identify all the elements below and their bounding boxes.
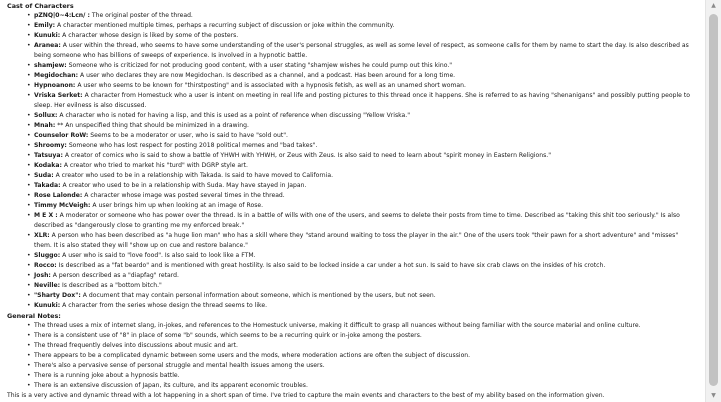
character-item bbox=[27, 81, 697, 91]
character-name: Tatsuya: bbox=[34, 152, 63, 159]
cast-list bbox=[7, 11, 697, 311]
character-name: Vriska Serket: bbox=[34, 92, 83, 99]
character-name: Suda: bbox=[34, 172, 54, 179]
character-item bbox=[27, 171, 697, 181]
character-item bbox=[27, 201, 697, 211]
character-name: Timmy McVeigh: bbox=[34, 202, 91, 209]
scroll-thumb[interactable] bbox=[709, 14, 718, 386]
character-name: pZNQ|0~4:Lcn/ : bbox=[34, 12, 90, 19]
character-name: Neville: bbox=[34, 282, 61, 289]
character-name: Mnah: bbox=[34, 122, 56, 129]
note-item: • There is an extensive discussion of Japan, its culture, and its apparent economic troubles. bbox=[27, 381, 697, 391]
character-item bbox=[27, 211, 697, 231]
character-description: A document that may contain personal information about someone, which is mentioned by the users, but not seen. bbox=[82, 292, 436, 299]
vertical-scrollbar[interactable] bbox=[705, 0, 721, 402]
character-description: A person who has been described as "a huge lion man" who has a skill where they "stand around waiting to toss the player in the air." One of the users took "their pawn for a short adventure" and "misses" them. It is also stated they will "show up on cue and restore balance." bbox=[34, 232, 679, 249]
character-description: Someone who has lost respect for posting 2018 political memes and "bad takes". bbox=[68, 142, 318, 149]
note-item: • The thread uses a mix of internet slang, in-jokes, and references to the Homestuck universe, making it difficult to grasp all nuances without being familiar with the source material and online culture. bbox=[27, 321, 697, 331]
general-notes-heading: General Notes: bbox=[7, 312, 61, 320]
character-item bbox=[27, 251, 697, 261]
character-name: Kunuki: bbox=[34, 32, 61, 39]
character-name: Sollux: bbox=[34, 112, 58, 119]
character-item bbox=[27, 181, 697, 191]
note-item: • There is a running joke about a hypnosis battle. bbox=[27, 371, 697, 381]
character-name: Rocco: bbox=[34, 262, 57, 269]
cast-heading: Cast of Characters bbox=[7, 2, 74, 10]
character-name: Counselor RoW: bbox=[34, 132, 89, 139]
character-item bbox=[27, 231, 697, 251]
character-description: A creator of comics who is said to show a battle of YHWH with YHWH, or Zeus with Zeus. Is also said to need to learn about "spirit money in Eastern Religions." bbox=[64, 152, 552, 159]
character-item bbox=[27, 191, 697, 201]
character-name: Hypnoanon: bbox=[34, 82, 76, 89]
scroll-down-arrow-icon[interactable]: ▼ bbox=[711, 392, 716, 399]
character-item bbox=[27, 31, 697, 41]
note-item: • There appears to be a complicated dynamic between some users and the mods, where moderation actions are often the subject of discussion. bbox=[27, 351, 697, 361]
character-description: A user brings him up when looking at an image of Rose. bbox=[92, 202, 264, 209]
character-name: M E X : bbox=[34, 212, 58, 219]
character-description: Someone who is criticized for not producing good content, with a user stating "shamjew wishes he could pump out this kino." bbox=[68, 62, 453, 69]
character-description: A creator who used to be in a relationship with Takada. Is said to have moved to California. bbox=[55, 172, 334, 179]
character-name: Megidochan: bbox=[34, 72, 79, 79]
character-item bbox=[27, 111, 697, 121]
character-name: Rose Lalonde: bbox=[34, 192, 83, 199]
character-item bbox=[27, 271, 697, 281]
character-name: Sluggo: bbox=[34, 252, 61, 259]
note-item: • There's also a pervasive sense of personal struggle and mental health issues among the users. bbox=[27, 361, 697, 371]
character-name: Shroomy: bbox=[34, 142, 67, 149]
character-description: A character whose design is liked by some of the posters. bbox=[62, 32, 239, 39]
character-description: A user who seems to be known for "thirstposting" and is associated with a hypnosis fetish, as well as an unamed short woman. bbox=[77, 82, 466, 89]
character-description: A creator who tried to market his "turd" with DGRP style art. bbox=[63, 162, 248, 169]
note-item: • The thread frequently delves into discussions about music and art. bbox=[27, 341, 697, 351]
note-item: • There is a consistent use of "8" in place of some "b" sounds, which seems to be a recurring quirk or in-joke among the posters. bbox=[27, 331, 697, 341]
character-name: Emily: bbox=[34, 22, 56, 29]
character-item bbox=[27, 261, 697, 271]
character-name: "Sharty Dox": bbox=[34, 292, 81, 299]
character-item bbox=[27, 291, 697, 301]
scroll-up-arrow-icon[interactable]: ▲ bbox=[711, 2, 716, 9]
character-description: A character from the series whose design the thread seems to like. bbox=[62, 302, 268, 309]
character-name: Kunuki: bbox=[34, 302, 61, 309]
character-item bbox=[27, 61, 697, 71]
character-description: Is described as a "bottom bitch." bbox=[61, 282, 162, 289]
character-description: ** An unspecified thing that should be minimized in a drawing. bbox=[57, 122, 249, 129]
character-description: The original poster of the thread. bbox=[91, 12, 193, 19]
character-item bbox=[27, 11, 697, 21]
character-description: A character whose image was posted several times in the thread. bbox=[84, 192, 285, 199]
character-name: Kodaka: bbox=[34, 162, 62, 169]
character-item bbox=[27, 21, 697, 31]
notes-list bbox=[7, 321, 697, 391]
character-description: A moderator or someone who has power over the thread. Is in a battle of wills with one of the users, and seems to delete their posts from time to time. Described as "taking this shit too seriously." Is also described as "dangerously close to granting me my enforced break." bbox=[34, 212, 680, 229]
character-item bbox=[27, 121, 697, 131]
character-name: Takada: bbox=[34, 182, 61, 189]
character-item bbox=[27, 71, 697, 81]
character-name: XLR: bbox=[34, 232, 50, 239]
character-description: A user within the thread, who seems to have some understanding of the user's personal struggles, as well as some level of respect, as someone calls for them by name to start the day. Is also described as being someone who has billions of sweeps of experience. Is involved in a hypnotic battle. bbox=[34, 42, 689, 59]
character-item bbox=[27, 161, 697, 171]
character-item bbox=[27, 151, 697, 161]
character-item bbox=[27, 91, 697, 111]
character-name: shamjew: bbox=[34, 62, 67, 69]
character-description: A character mentioned multiple times, perhaps a recurring subject of discussion or joke within the community. bbox=[57, 22, 395, 29]
character-description: A person described as a "diapfag" retard. bbox=[52, 272, 179, 279]
character-description: A character who is noted for having a lisp, and this is used as a point of reference when discussing "Yellow Vriska." bbox=[59, 112, 411, 119]
character-description: Seems to be a moderator or user, who is said to have "sold out". bbox=[90, 132, 288, 139]
character-item bbox=[27, 281, 697, 291]
character-description: A user who is said to "love food". Is also said to look like a FTM. bbox=[62, 252, 256, 259]
character-description: A user who declares they are now Megidochan. Is described as a channel, and a podcast. Has been around for a long time. bbox=[79, 72, 456, 79]
character-item bbox=[27, 41, 697, 61]
character-name: Josh: bbox=[34, 272, 51, 279]
character-item bbox=[27, 301, 697, 311]
character-item bbox=[27, 141, 697, 151]
character-description: A creator who used to be in a relationship with Suda. May have stayed in Japan. bbox=[62, 182, 307, 189]
character-description: Is described as a "fat beardo" and is mentioned with great hostility. Is also said to be locked inside a car under a hot sun. Is said to have six crab claws on the insides of his crotch. bbox=[58, 262, 606, 269]
character-name: Aranea: bbox=[34, 42, 61, 49]
character-description: A character from Homestuck who a user is intent on meeting in real life and posting pictures to this thread once it happens. She is referred to as having "shenanigans" and possibly putting people to sleep. Her evilness is also discussed. bbox=[34, 92, 690, 109]
character-item bbox=[27, 131, 697, 141]
closing-paragraph: This is a very active and dynamic thread with a lot happening in a short span of time. I've tried to capture the main events and characters to the best of my ability based on the information given. bbox=[7, 392, 605, 399]
